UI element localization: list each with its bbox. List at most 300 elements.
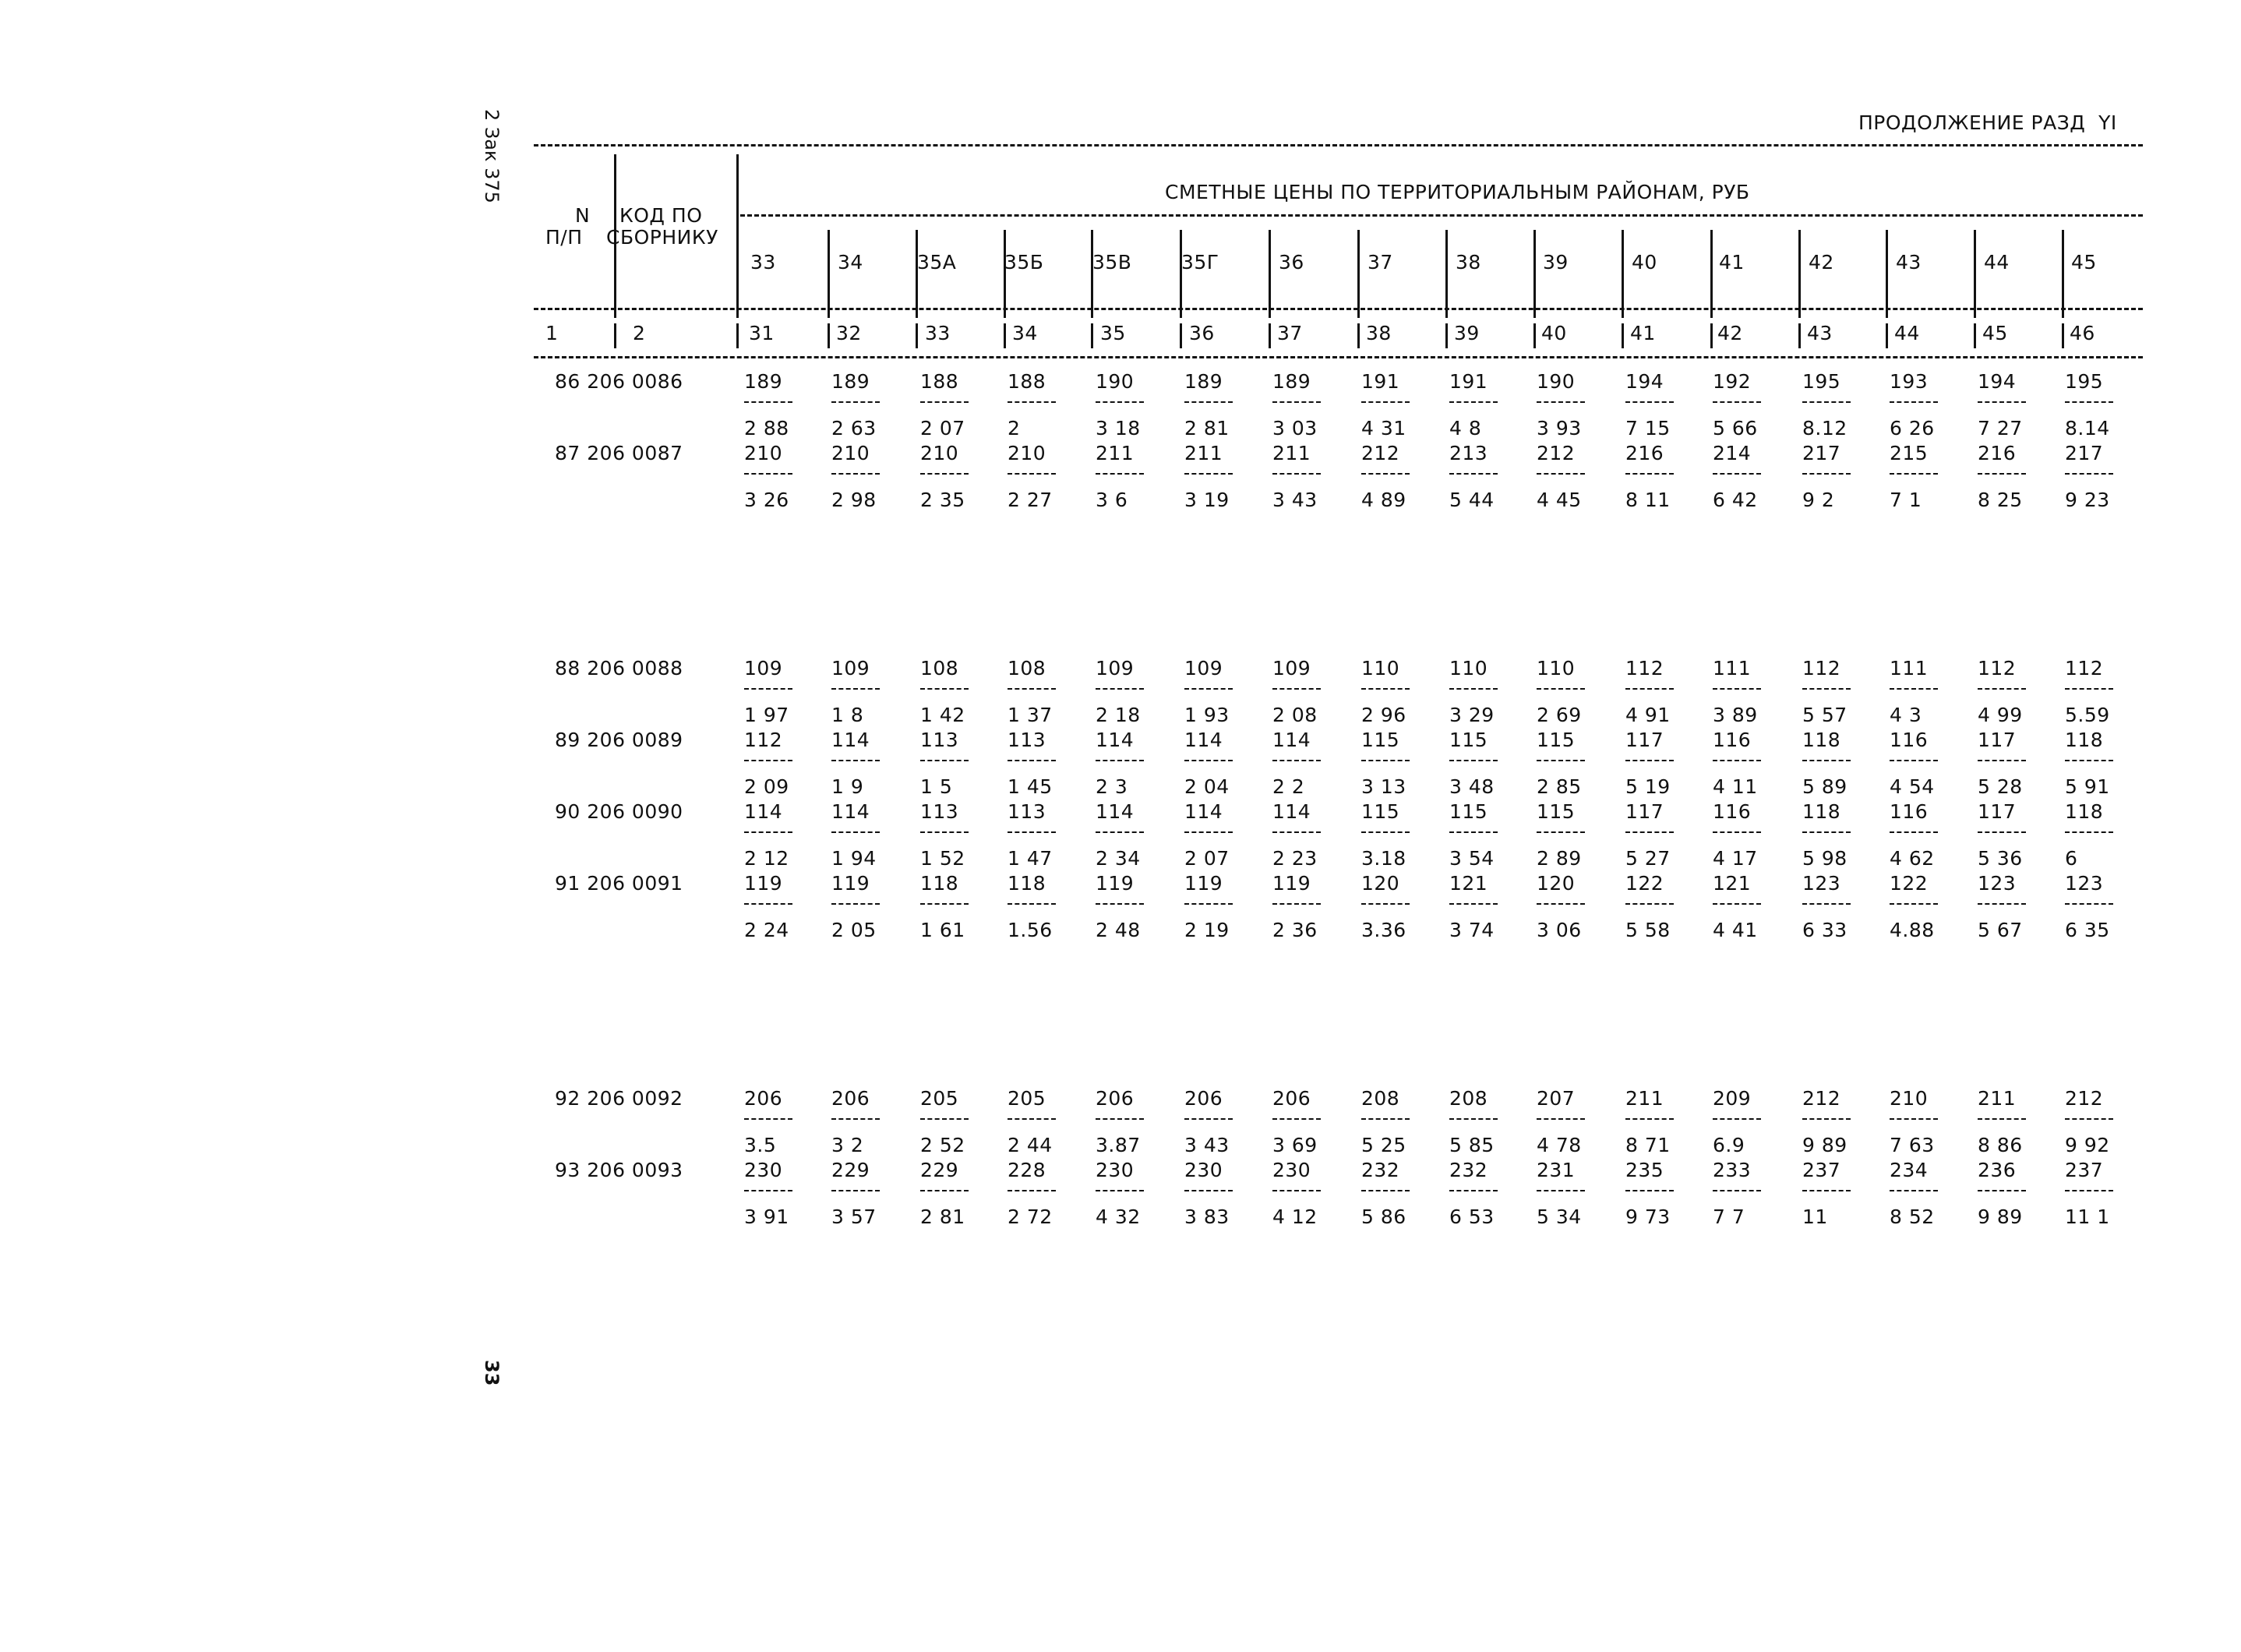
cell-price: 118 (920, 872, 959, 895)
header-colnum-13: 43 (1807, 322, 1833, 344)
cell-price: 206 (744, 1087, 783, 1110)
cell-price: 116 (1890, 800, 1929, 823)
cell-divider (1184, 473, 1233, 475)
cell-value: 4 91 (1625, 704, 1671, 726)
cell-value: 11 1 (2065, 1205, 2110, 1228)
header-colnum-10: 40 (1541, 322, 1567, 344)
cell-value: 4 78 (1537, 1134, 1582, 1156)
header-colnum-7: 37 (1277, 322, 1303, 344)
cell-price: 230 (1272, 1159, 1311, 1181)
cell-divider (831, 831, 880, 833)
cell-divider (1096, 760, 1144, 761)
header-region-5: 35В (1092, 251, 1132, 274)
row-label: 93 206 0093 (555, 1159, 683, 1181)
cell-price: 123 (1802, 872, 1841, 895)
cell-price: 108 (920, 657, 959, 680)
header-vbar-num (1180, 323, 1182, 348)
cell-value: 2 89 (1537, 847, 1582, 870)
cell-divider (1449, 903, 1498, 905)
cell-price: 113 (920, 800, 959, 823)
cell-value: 5 25 (1361, 1134, 1406, 1156)
header-region-1: 33 (750, 251, 776, 274)
cell-price: 205 (920, 1087, 959, 1110)
cell-value: 2 12 (744, 847, 789, 870)
header-vbar-num (1798, 323, 1801, 348)
header-vbar-num (2062, 323, 2064, 348)
cell-price: 210 (1890, 1087, 1929, 1110)
cell-price: 118 (1802, 729, 1841, 751)
cell-divider (1361, 903, 1410, 905)
cell-price: 216 (1625, 442, 1664, 464)
cell-price: 116 (1713, 729, 1752, 751)
cell-price: 211 (1978, 1087, 2017, 1110)
cell-price: 111 (1713, 657, 1752, 680)
cell-price: 237 (2065, 1159, 2104, 1181)
cell-price: 190 (1537, 370, 1576, 393)
cell-price: 116 (1713, 800, 1752, 823)
cell-divider (1625, 903, 1674, 905)
cell-divider (920, 473, 969, 475)
header-region-2: 34 (838, 251, 863, 274)
header-region-15: 44 (1984, 251, 2010, 274)
header-region-16: 45 (2071, 251, 2097, 274)
header-code-2: СБОРНИКУ (606, 226, 718, 249)
cell-value: 2 44 (1008, 1134, 1053, 1156)
cell-price: 115 (1449, 729, 1488, 751)
cell-divider (920, 1190, 969, 1191)
cell-price: 194 (1625, 370, 1664, 393)
cell-divider (1361, 688, 1410, 690)
cell-price: 117 (1978, 800, 2017, 823)
header-vbar-code (736, 154, 739, 318)
cell-value: 1 93 (1184, 704, 1230, 726)
cell-price: 189 (831, 370, 870, 393)
cell-value: 3 57 (831, 1205, 877, 1228)
cell-price: 110 (1449, 657, 1488, 680)
cell-value: 4 89 (1361, 489, 1406, 511)
header-region-9: 38 (1456, 251, 1481, 274)
cell-value: 8.12 (1802, 417, 1848, 439)
cell-value: 3 69 (1272, 1134, 1318, 1156)
cell-price: 211 (1184, 442, 1223, 464)
cell-value: 6 53 (1449, 1205, 1495, 1228)
cell-price: 114 (1096, 729, 1135, 751)
header-vbar-num (1622, 323, 1624, 348)
cell-value: 1 47 (1008, 847, 1053, 870)
cell-divider (1537, 473, 1585, 475)
header-vbar-region (828, 230, 830, 318)
cell-price: 229 (831, 1159, 870, 1181)
cell-price: 211 (1625, 1087, 1664, 1110)
cell-price: 116 (1890, 729, 1929, 751)
cell-divider (1802, 1190, 1851, 1191)
cell-value: 3 89 (1713, 704, 1758, 726)
cell-price: 114 (744, 800, 783, 823)
cell-value: 9 89 (1978, 1205, 2023, 1228)
cell-price: 120 (1537, 872, 1576, 895)
header-vbar-region (1622, 230, 1624, 318)
cell-value: 9 89 (1802, 1134, 1848, 1156)
cell-divider (1625, 473, 1674, 475)
cell-price: 108 (1008, 657, 1046, 680)
cell-value: 2 19 (1184, 919, 1230, 941)
cell-price: 109 (1096, 657, 1135, 680)
cell-price: 119 (1272, 872, 1311, 895)
cell-price: 115 (1537, 800, 1576, 823)
row-label: 86 206 0086 (555, 370, 683, 393)
header-colnum-5: 35 (1100, 322, 1126, 344)
cell-price: 210 (831, 442, 870, 464)
cell-value: 3.36 (1361, 919, 1406, 941)
cell-price: 228 (1008, 1159, 1046, 1181)
cell-price: 112 (1978, 657, 2017, 680)
continuation-title: ПРОДОЛЖЕНИЕ РАЗД YI (1858, 111, 2117, 134)
cell-value: 5 86 (1361, 1205, 1406, 1228)
cell-divider (1713, 831, 1761, 833)
cell-price: 210 (1008, 442, 1046, 464)
cell-value: 9 73 (1625, 1205, 1671, 1228)
cell-price: 111 (1890, 657, 1929, 680)
cell-divider (1096, 1118, 1144, 1120)
cell-value: 2 63 (831, 417, 877, 439)
cell-price: 113 (920, 729, 959, 751)
cell-price: 208 (1361, 1087, 1400, 1110)
cell-value: 8.14 (2065, 417, 2110, 439)
cell-value: 4 41 (1713, 919, 1758, 941)
header-colnum-6: 36 (1189, 322, 1215, 344)
header-vbar-region (1798, 230, 1801, 318)
cell-price: 207 (1537, 1087, 1576, 1110)
header-vbar-region (1533, 230, 1536, 318)
header-region-10: 39 (1543, 251, 1569, 274)
cell-value: 4.88 (1890, 919, 1935, 941)
header-vbar-num (1357, 323, 1360, 348)
cell-price: 114 (1184, 729, 1223, 751)
cell-value: 8 52 (1890, 1205, 1935, 1228)
cell-price: 113 (1008, 729, 1046, 751)
cell-divider (1890, 760, 1938, 761)
header-region-3: 35А (917, 251, 957, 274)
header-num-1: 1 (545, 322, 559, 344)
cell-divider (1802, 401, 1851, 403)
cell-price: 118 (2065, 800, 2104, 823)
cell-divider (1802, 903, 1851, 905)
cell-value: 3 06 (1537, 919, 1582, 941)
cell-divider (1890, 401, 1938, 403)
cell-value: 3 29 (1449, 704, 1495, 726)
cell-divider (1713, 1190, 1761, 1191)
cell-value: 5 36 (1978, 847, 2023, 870)
cell-divider (1978, 473, 2026, 475)
header-vbar-num (1091, 323, 1093, 348)
header-num-2: 2 (633, 322, 646, 344)
cell-value: 5 57 (1802, 704, 1848, 726)
cell-value: 3 13 (1361, 775, 1406, 798)
header-vbar-num (736, 323, 739, 348)
cell-price: 236 (1978, 1159, 2017, 1181)
cell-price: 119 (744, 872, 783, 895)
cell-price: 117 (1625, 729, 1664, 751)
cell-divider (1096, 1190, 1144, 1191)
cell-price: 217 (1802, 442, 1841, 464)
cell-value: 9 2 (1802, 489, 1835, 511)
header-pp: П/П (545, 226, 583, 249)
cell-divider (1008, 473, 1056, 475)
cell-value: 3 18 (1096, 417, 1141, 439)
cell-price: 209 (1713, 1087, 1752, 1110)
cell-divider (1449, 401, 1498, 403)
cell-price: 195 (1802, 370, 1841, 393)
cell-value: 7 15 (1625, 417, 1671, 439)
cell-divider (1096, 401, 1144, 403)
cell-divider (1890, 688, 1938, 690)
cell-value: 11 (1802, 1205, 1828, 1228)
header-top-rule (534, 144, 2143, 146)
header-vbar-region (1357, 230, 1360, 318)
cell-value: 2 52 (920, 1134, 965, 1156)
cell-price: 115 (1449, 800, 1488, 823)
cell-divider (1713, 1118, 1761, 1120)
cell-divider (1449, 1118, 1498, 1120)
cell-price: 230 (744, 1159, 783, 1181)
header-colnum-8: 38 (1366, 322, 1392, 344)
cell-value: 4 45 (1537, 489, 1582, 511)
cell-divider (1625, 760, 1674, 761)
cell-divider (831, 760, 880, 761)
cell-divider (1272, 473, 1321, 475)
cell-value: 1 42 (920, 704, 965, 726)
cell-divider (1096, 473, 1144, 475)
cell-divider (1978, 760, 2026, 761)
cell-divider (1008, 903, 1056, 905)
header-region-11: 40 (1632, 251, 1657, 274)
cell-divider (1008, 688, 1056, 690)
cell-value: 8 25 (1978, 489, 2023, 511)
cell-value: 3 93 (1537, 417, 1582, 439)
cell-price: 189 (1272, 370, 1311, 393)
header-vbar-num (828, 323, 830, 348)
cell-divider (831, 401, 880, 403)
cell-price: 109 (1184, 657, 1223, 680)
cell-price: 123 (2065, 872, 2104, 895)
cell-value: 6 26 (1890, 417, 1935, 439)
cell-value: 2 24 (744, 919, 789, 941)
header-vbar-num (1710, 323, 1713, 348)
cell-divider (1361, 760, 1410, 761)
header-vbar-num (1004, 323, 1006, 348)
cell-price: 191 (1449, 370, 1488, 393)
cell-divider (1890, 1190, 1938, 1191)
cell-divider (1537, 831, 1585, 833)
header-code-1: КОД ПО (619, 204, 703, 227)
cell-price: 194 (1978, 370, 2017, 393)
cell-value: 1 37 (1008, 704, 1053, 726)
cell-value: 3 19 (1184, 489, 1230, 511)
header-region-14: 43 (1896, 251, 1922, 274)
cell-price: 216 (1978, 442, 2017, 464)
header-colnum-3: 33 (925, 322, 951, 344)
cell-price: 212 (1537, 442, 1576, 464)
cell-price: 193 (1890, 370, 1929, 393)
cell-divider (920, 1118, 969, 1120)
cell-divider (744, 1190, 792, 1191)
cell-value: 6 33 (1802, 919, 1848, 941)
cell-price: 114 (1096, 800, 1135, 823)
cell-divider (1537, 688, 1585, 690)
cell-value: 3 2 (831, 1134, 864, 1156)
cell-value: 1 52 (920, 847, 965, 870)
cell-value: 3 54 (1449, 847, 1495, 870)
cell-value: 2 09 (744, 775, 789, 798)
cell-divider (1625, 1118, 1674, 1120)
cell-value: 2 36 (1272, 919, 1318, 941)
header-vbar-region (1974, 230, 1976, 318)
cell-value: 5 28 (1978, 775, 2023, 798)
cell-price: 117 (1625, 800, 1664, 823)
cell-price: 211 (1096, 442, 1135, 464)
row-label: 90 206 0090 (555, 800, 683, 823)
cell-price: 212 (1361, 442, 1400, 464)
cell-divider (1802, 831, 1851, 833)
cell-value: 3 6 (1096, 489, 1128, 511)
cell-value: 2 27 (1008, 489, 1053, 511)
cell-divider (1096, 688, 1144, 690)
cell-value: 6 42 (1713, 489, 1758, 511)
cell-divider (1713, 903, 1761, 905)
cell-divider (1978, 1190, 2026, 1191)
cell-price: 206 (1184, 1087, 1223, 1110)
cell-price: 189 (744, 370, 783, 393)
cell-divider (744, 760, 792, 761)
cell-divider (831, 688, 880, 690)
cell-price: 212 (1802, 1087, 1841, 1110)
cell-divider (1625, 831, 1674, 833)
cell-value: 4 17 (1713, 847, 1758, 870)
header-vbar-region (1269, 230, 1271, 318)
cell-divider (744, 903, 792, 905)
cell-value: 5.59 (2065, 704, 2110, 726)
cell-divider (1802, 1118, 1851, 1120)
cell-price: 212 (2065, 1087, 2104, 1110)
cell-value: 1 5 (920, 775, 953, 798)
cell-value: 2 85 (1537, 775, 1582, 798)
cell-divider (2065, 688, 2113, 690)
cell-divider (1184, 401, 1233, 403)
cell-divider (1802, 760, 1851, 761)
cell-price: 195 (2065, 370, 2104, 393)
cell-value: 3.87 (1096, 1134, 1141, 1156)
cell-divider (1361, 1190, 1410, 1191)
header-colnum-15: 45 (1982, 322, 2008, 344)
cell-price: 115 (1361, 729, 1400, 751)
header-vbar-num (916, 323, 918, 348)
cell-divider (1978, 688, 2026, 690)
header-vbar-num (1533, 323, 1536, 348)
header-region-6: 35Г (1181, 251, 1219, 274)
cell-price: 122 (1625, 872, 1664, 895)
cell-divider (1272, 1190, 1321, 1191)
cell-value: 1 94 (831, 847, 877, 870)
header-colnum-1: 31 (749, 322, 775, 344)
cell-value: 5 34 (1537, 1205, 1582, 1228)
header-bottom-rule (534, 356, 2143, 358)
cell-divider (1713, 688, 1761, 690)
cell-price: 110 (1537, 657, 1576, 680)
header-vbar-num (1886, 323, 1888, 348)
cell-divider (1890, 1118, 1938, 1120)
cell-divider (920, 760, 969, 761)
cell-value: 6.9 (1713, 1134, 1745, 1156)
cell-value: 3 74 (1449, 919, 1495, 941)
cell-value: 4 8 (1449, 417, 1482, 439)
cell-value: 3 03 (1272, 417, 1318, 439)
cell-divider (1008, 401, 1056, 403)
header-region-7: 36 (1279, 251, 1304, 274)
cell-price: 188 (920, 370, 959, 393)
cell-value: 1 97 (744, 704, 789, 726)
cell-value: 8 86 (1978, 1134, 2023, 1156)
cell-divider (1272, 831, 1321, 833)
cell-price: 115 (1537, 729, 1576, 751)
cell-price: 120 (1361, 872, 1400, 895)
cell-price: 110 (1361, 657, 1400, 680)
cell-price: 190 (1096, 370, 1135, 393)
cell-value: 4 31 (1361, 417, 1406, 439)
cell-price: 121 (1449, 872, 1488, 895)
cell-divider (1449, 1190, 1498, 1191)
cell-divider (1184, 1190, 1233, 1191)
cell-price: 214 (1713, 442, 1752, 464)
cell-divider (1361, 473, 1410, 475)
cell-divider (1890, 831, 1938, 833)
cell-price: 112 (744, 729, 783, 751)
cell-price: 123 (1978, 872, 2017, 895)
cell-value: 2 3 (1096, 775, 1128, 798)
cell-value: 2 04 (1184, 775, 1230, 798)
cell-divider (1008, 1118, 1056, 1120)
cell-price: 206 (1096, 1087, 1135, 1110)
cell-divider (1537, 1118, 1585, 1120)
header-colnum-14: 44 (1894, 322, 1920, 344)
cell-price: 112 (2065, 657, 2104, 680)
cell-price: 208 (1449, 1087, 1488, 1110)
cell-divider (1978, 1118, 2026, 1120)
cell-value: 5 98 (1802, 847, 1848, 870)
cell-price: 191 (1361, 370, 1400, 393)
cell-divider (1449, 688, 1498, 690)
cell-divider (1008, 1190, 1056, 1191)
header-vbar-region (1886, 230, 1888, 318)
cell-divider (1272, 760, 1321, 761)
header-colnum-12: 42 (1717, 322, 1743, 344)
cell-value: 1 8 (831, 704, 864, 726)
cell-value: 3 26 (744, 489, 789, 511)
cell-value: 1 9 (831, 775, 864, 798)
cell-value: 2 18 (1096, 704, 1141, 726)
cell-value: 1.56 (1008, 919, 1053, 941)
cell-divider (1890, 903, 1938, 905)
header-colnum-16: 46 (2070, 322, 2095, 344)
cell-value: 2 88 (744, 417, 789, 439)
cell-value: 5 66 (1713, 417, 1758, 439)
cell-divider (1096, 903, 1144, 905)
cell-price: 232 (1361, 1159, 1400, 1181)
cell-price: 114 (1272, 800, 1311, 823)
cell-price: 234 (1890, 1159, 1929, 1181)
header-region-13: 42 (1809, 251, 1834, 274)
cell-divider (1625, 1190, 1674, 1191)
cell-value: 5 58 (1625, 919, 1671, 941)
